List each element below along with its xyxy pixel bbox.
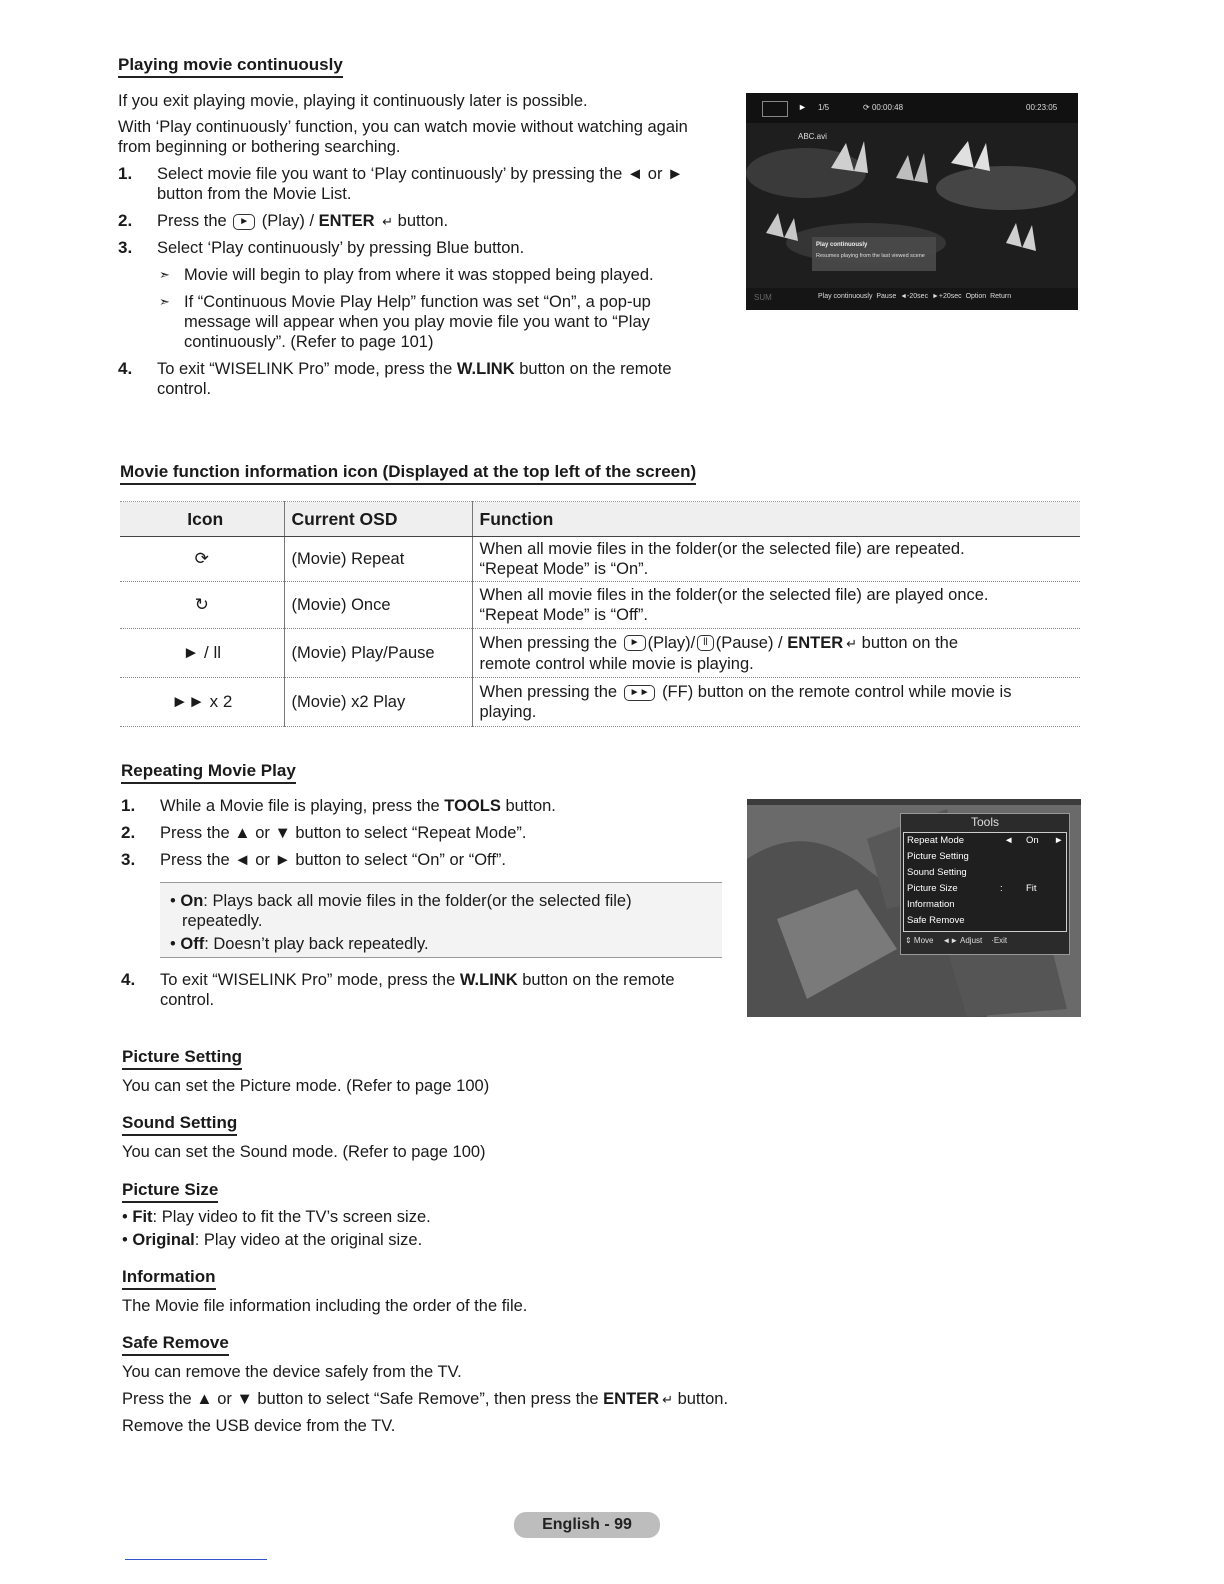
- sound-setting-text: You can set the Sound mode. (Refer to page 100): [122, 1143, 486, 1161]
- table-cell: When all movie files in the folder(or the selected file) are played once. “Repeat Mode” is “Off”.: [472, 582, 1080, 629]
- tools-menu-screenshot: [747, 799, 1081, 1017]
- section-title-sound-setting: Sound Setting: [122, 1113, 237, 1136]
- step-text: Press the ◄ or ► button to select “On” or “Off”.: [160, 851, 506, 869]
- tools-item-repeat-mode[interactable]: Repeat Mode ◄ On ►: [904, 833, 1066, 849]
- table-header: Function: [472, 502, 1080, 537]
- play-pause-icon: ► / ll: [120, 629, 284, 678]
- picture-size-original: • Original: Play video at the original size.: [122, 1231, 423, 1249]
- exit-icon: ·: [991, 936, 994, 945]
- fast-forward-icon: ►► x 2: [120, 678, 284, 727]
- enter-icon: ↵: [662, 1392, 673, 1407]
- table-row: [120, 629, 1080, 678]
- note-text: message will appear when you play movie file you want to “Play: [184, 313, 650, 331]
- table-row: [120, 678, 1080, 727]
- table-cell: (Movie) Repeat: [284, 537, 472, 582]
- tools-item-sound-setting[interactable]: Sound Setting: [907, 867, 967, 878]
- popup-text: Resumes playing from the last viewed scene: [816, 253, 925, 259]
- arrow-left-icon: ◄: [1004, 835, 1014, 846]
- step-number: 4.: [118, 359, 133, 378]
- safe-remove-text: Remove the USB device from the TV.: [122, 1417, 396, 1435]
- section-title-picture-size: Picture Size: [122, 1180, 218, 1203]
- ff-button-icon: ►►: [624, 685, 656, 701]
- step-text: control.: [157, 380, 212, 398]
- note-text: If “Continuous Movie Play Help” function was set “On”, a pop-up: [184, 293, 651, 311]
- information-text: The Movie file information including the order of the file.: [122, 1297, 528, 1315]
- step-number: 4.: [121, 970, 136, 989]
- step-text: While a Movie file is playing, press the TOOLS button.: [160, 797, 556, 815]
- repeat-icon: ⟳: [120, 537, 284, 582]
- icon-function-table: [120, 501, 1080, 727]
- section-title-icon-table: Movie function information icon (Displayed at the top left of the screen): [120, 462, 696, 485]
- picture-setting-text: You can set the Picture mode. (Refer to page 100): [122, 1077, 490, 1095]
- step-text: control.: [160, 991, 215, 1009]
- step-text: Press the ► (Play) / ENTER ↵ button.: [157, 212, 449, 230]
- play-button-icon: ►: [233, 214, 255, 230]
- control-bar: Play continuously Pause ◄-20sec ►+20sec Option Return: [818, 293, 1012, 300]
- table-cell: When pressing the ► (Play)/ ll (Pause) / ENTER ↵ button on the remote control while movie is playing.: [472, 629, 1080, 678]
- step-text: To exit “WISELINK Pro” mode, press the W.LINK button on the remote: [160, 971, 675, 989]
- section-title-repeating: Repeating Movie Play: [121, 761, 296, 784]
- table-cell: (Movie) Once: [284, 582, 472, 629]
- safe-remove-text: You can remove the device safely from the TV.: [122, 1363, 462, 1381]
- tools-menu: [900, 813, 1070, 955]
- step-text: Press the ▲ or ▼ button to select “Repeat Mode”.: [160, 824, 527, 842]
- safe-remove-text: Press the ▲ or ▼ button to select “Safe Remove”, then press the ENTER ↵ button.: [122, 1390, 729, 1408]
- step-text: Select movie file you want to ‘Play continuously’ by pressing the ◄ or ►: [157, 165, 684, 183]
- picture-size-fit: • Fit: Play video to fit the TV’s screen size.: [122, 1208, 431, 1226]
- movie-playback-screenshot: [746, 93, 1078, 310]
- note-on-cont: repeatedly.: [182, 912, 263, 930]
- options-note-box: [160, 882, 722, 958]
- elapsed-time: ⟳ 00:00:48: [863, 103, 904, 112]
- play-button-icon: ►: [624, 635, 646, 651]
- section-title-safe-remove: Safe Remove: [122, 1333, 229, 1356]
- table-header: Current OSD: [284, 502, 472, 537]
- tools-item-safe-remove[interactable]: Safe Remove: [907, 915, 965, 926]
- section-title-information: Information: [122, 1267, 216, 1290]
- step-text: Select ‘Play continuously’ by pressing Blue button.: [157, 239, 525, 257]
- file-counter: 1/5: [818, 103, 830, 112]
- file-name: ABC.avi: [798, 132, 827, 141]
- table-cell: When pressing the ►► (FF) button on the remote control while movie is playing.: [472, 678, 1080, 727]
- section-title-playing-continuously: Playing movie continuously: [118, 55, 343, 78]
- table-row: [120, 537, 1080, 582]
- enter-icon: ↵: [382, 214, 394, 229]
- table-cell: (Movie) x2 Play: [284, 678, 472, 727]
- note-arrow-icon: ➣: [159, 294, 170, 309]
- table-header-row: [120, 502, 1080, 537]
- step-text: To exit “WISELINK Pro” mode, press the W.LINK button on the remote: [157, 360, 672, 378]
- step-number: 2.: [118, 211, 133, 230]
- tools-hints: ⇕ Move ◄► Adjust ·Exit: [905, 936, 1008, 945]
- intro-text-2a: With ‘Play continuously’ function, you can watch movie without watching again: [118, 118, 688, 136]
- play-icon: ►: [798, 102, 807, 112]
- note-text: continuously”. (Refer to page 101): [184, 333, 434, 351]
- enter-icon: ↵: [846, 635, 858, 651]
- tools-item-picture-size[interactable]: Picture Size : Fit: [907, 883, 1037, 894]
- tools-item-picture-setting[interactable]: Picture Setting: [907, 851, 969, 862]
- step-text: button from the Movie List.: [157, 185, 352, 203]
- table-row: [120, 582, 1080, 629]
- footer-divider: [125, 1559, 267, 1560]
- table-cell: (Movie) Play/Pause: [284, 629, 472, 678]
- step-number: 1.: [121, 796, 136, 815]
- repeat-icon: ⟳: [863, 103, 872, 112]
- intro-text: If you exit playing movie, playing it continuously later is possible.: [118, 92, 588, 110]
- note-arrow-icon: ➣: [159, 267, 170, 282]
- note-off: • Off: Doesn’t play back repeatedly.: [170, 935, 429, 953]
- step-number: 2.: [121, 823, 136, 842]
- table-cell: When all movie files in the folder(or the selected file) are repeated. “Repeat Mode” is “On”.: [472, 537, 1080, 582]
- intro-text-2b: from beginning or bothering searching.: [118, 138, 401, 156]
- popup-title: Play continuously: [816, 242, 868, 248]
- table-header: Icon: [120, 502, 284, 537]
- note-text: Movie will begin to play from where it was stopped being played.: [184, 266, 654, 284]
- step-number: 3.: [121, 850, 136, 869]
- sum-label: SUM: [754, 293, 772, 302]
- page-number: English - 99: [514, 1512, 660, 1538]
- section-title-picture-setting: Picture Setting: [122, 1047, 242, 1070]
- movie-icon: [762, 101, 788, 117]
- tools-item-information[interactable]: Information: [907, 899, 955, 910]
- once-icon: ↻: [120, 582, 284, 629]
- tools-title: Tools: [970, 815, 999, 829]
- total-time: 00:23:05: [1026, 103, 1058, 112]
- note-on: • On: Plays back all movie files in the folder(or the selected file): [170, 892, 632, 910]
- step-number: 3.: [118, 238, 133, 257]
- step-number: 1.: [118, 164, 133, 183]
- pause-button-icon: ll: [697, 635, 713, 651]
- arrow-right-icon: ►: [1054, 835, 1064, 846]
